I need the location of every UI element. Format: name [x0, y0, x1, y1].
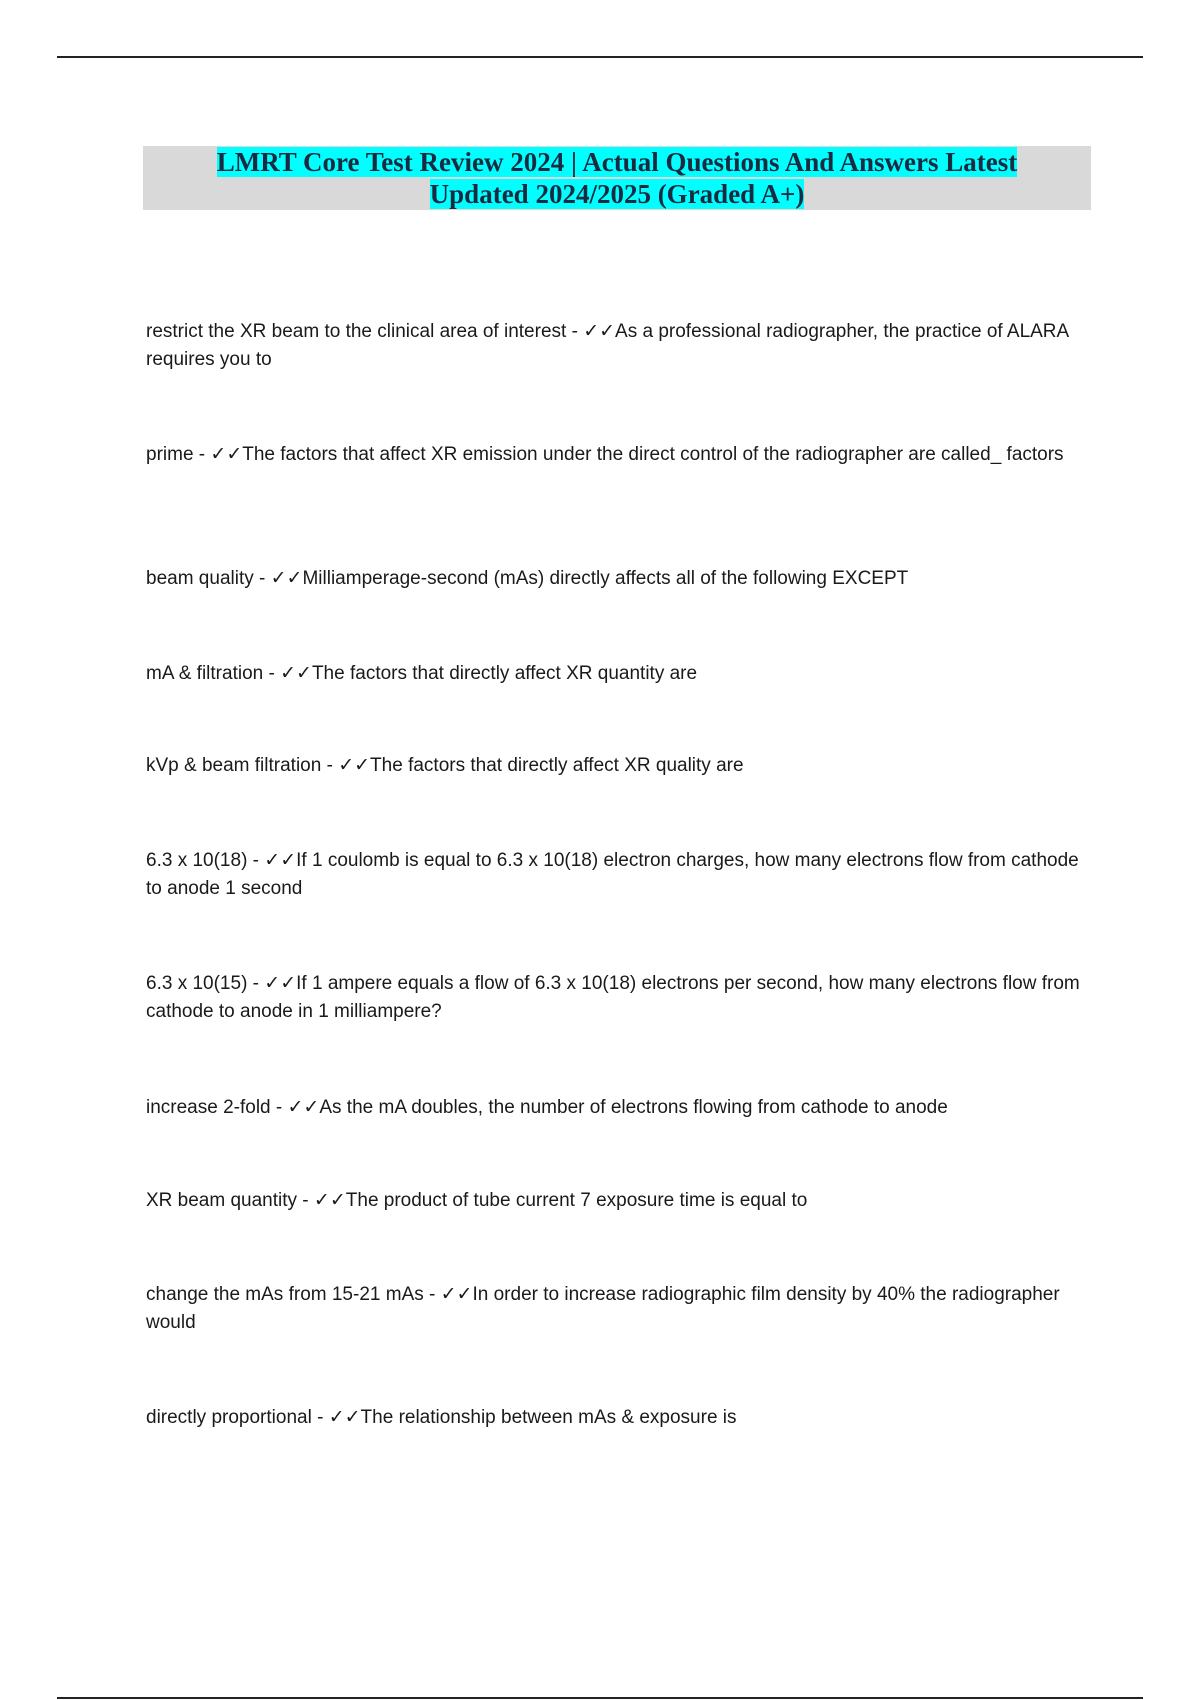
double-check-icon: ✓✓: [328, 1407, 361, 1428]
qa-item: [146, 1187, 1086, 1215]
double-check-icon: ✓✓: [440, 1284, 473, 1305]
qa-separator: -: [193, 444, 211, 465]
double-check-icon: ✓✓: [264, 973, 297, 994]
double-check-icon: ✓✓: [583, 321, 616, 342]
qa-item: [146, 970, 1086, 1026]
double-check-icon: ✓✓: [280, 663, 312, 684]
qa-item: [146, 1404, 1086, 1432]
qa-question: In order to increase radiographic film density by 40% the radiographer would: [146, 1284, 1060, 1333]
qa-answer: kVp & beam filtration: [146, 755, 322, 776]
qa-answer: 6.3 x 10(18): [146, 850, 248, 871]
double-check-icon: ✓✓: [270, 568, 303, 589]
qa-question: The product of tube current 7 exposure time is equal to: [345, 1190, 808, 1211]
qa-answer: prime: [146, 444, 194, 465]
qa-separator: -: [321, 755, 339, 776]
top-rule: [57, 56, 1143, 58]
double-check-icon: ✓✓: [338, 755, 371, 776]
qa-question: The factors that directly affect XR quality are: [370, 755, 744, 776]
qa-answer: restrict the XR beam to the clinical area of interest: [146, 321, 567, 342]
qa-question: The factors that directly affect XR quantity are: [311, 663, 698, 684]
qa-answer: 6.3 x 10(15): [146, 973, 248, 994]
qa-answer: mA & filtration: [146, 663, 264, 684]
qa-item: [146, 565, 1086, 593]
title-line-2: Updated 2024/2025 (Graded A+): [429, 179, 805, 209]
qa-separator: -: [423, 1284, 441, 1305]
qa-item: [146, 318, 1086, 374]
qa-answer: increase 2-fold: [146, 1097, 271, 1118]
qa-item: [146, 1281, 1086, 1337]
qa-answer: change the mAs from 15-21 mAs: [146, 1284, 424, 1305]
bottom-rule: [57, 1697, 1143, 1699]
qa-answer: XR beam quantity: [146, 1190, 298, 1211]
qa-answer: beam quality: [146, 568, 254, 589]
document-title-box: [143, 146, 1091, 210]
qa-separator: -: [566, 321, 584, 342]
qa-question: If 1 ampere equals a flow of 6.3 x 10(18) electrons per second, how many electrons flow from cathode to anode in 1 milliampere?: [146, 973, 1080, 1022]
qa-item: [146, 660, 1086, 688]
qa-separator: -: [247, 973, 265, 994]
qa-separator: -: [247, 850, 265, 871]
qa-separator: -: [263, 663, 281, 684]
qa-item: [146, 752, 1086, 780]
qa-question: Milliamperage-second (mAs) directly affects all of the following EXCEPT: [302, 568, 909, 589]
double-check-icon: ✓✓: [210, 444, 243, 465]
double-check-icon: ✓✓: [264, 850, 297, 871]
double-check-icon: ✓✓: [287, 1097, 320, 1118]
qa-separator: -: [253, 568, 271, 589]
qa-separator: -: [311, 1407, 329, 1428]
qa-question: If 1 coulomb is equal to 6.3 x 10(18) electron charges, how many electrons flow from cathode to anode 1 second: [146, 850, 1079, 899]
qa-item: [146, 847, 1086, 903]
qa-question: As a professional radiographer, the practice of ALARA requires you to: [146, 321, 1069, 370]
qa-question: As the mA doubles, the number of electrons flowing from cathode to anode: [319, 1097, 948, 1118]
title-line-1: LMRT Core Test Review 2024 | Actual Questions And Answers Latest: [216, 147, 1018, 177]
qa-question: The relationship between mAs & exposure is: [360, 1407, 737, 1428]
qa-separator: -: [297, 1190, 314, 1211]
qa-separator: -: [270, 1097, 288, 1118]
qa-item: [146, 441, 1086, 469]
double-check-icon: ✓✓: [313, 1190, 346, 1211]
qa-question: The factors that affect XR emission under the direct control of the radiographer are called_ factors: [242, 444, 1064, 465]
qa-answer: directly proportional: [146, 1407, 312, 1428]
qa-item: [146, 1094, 1086, 1122]
